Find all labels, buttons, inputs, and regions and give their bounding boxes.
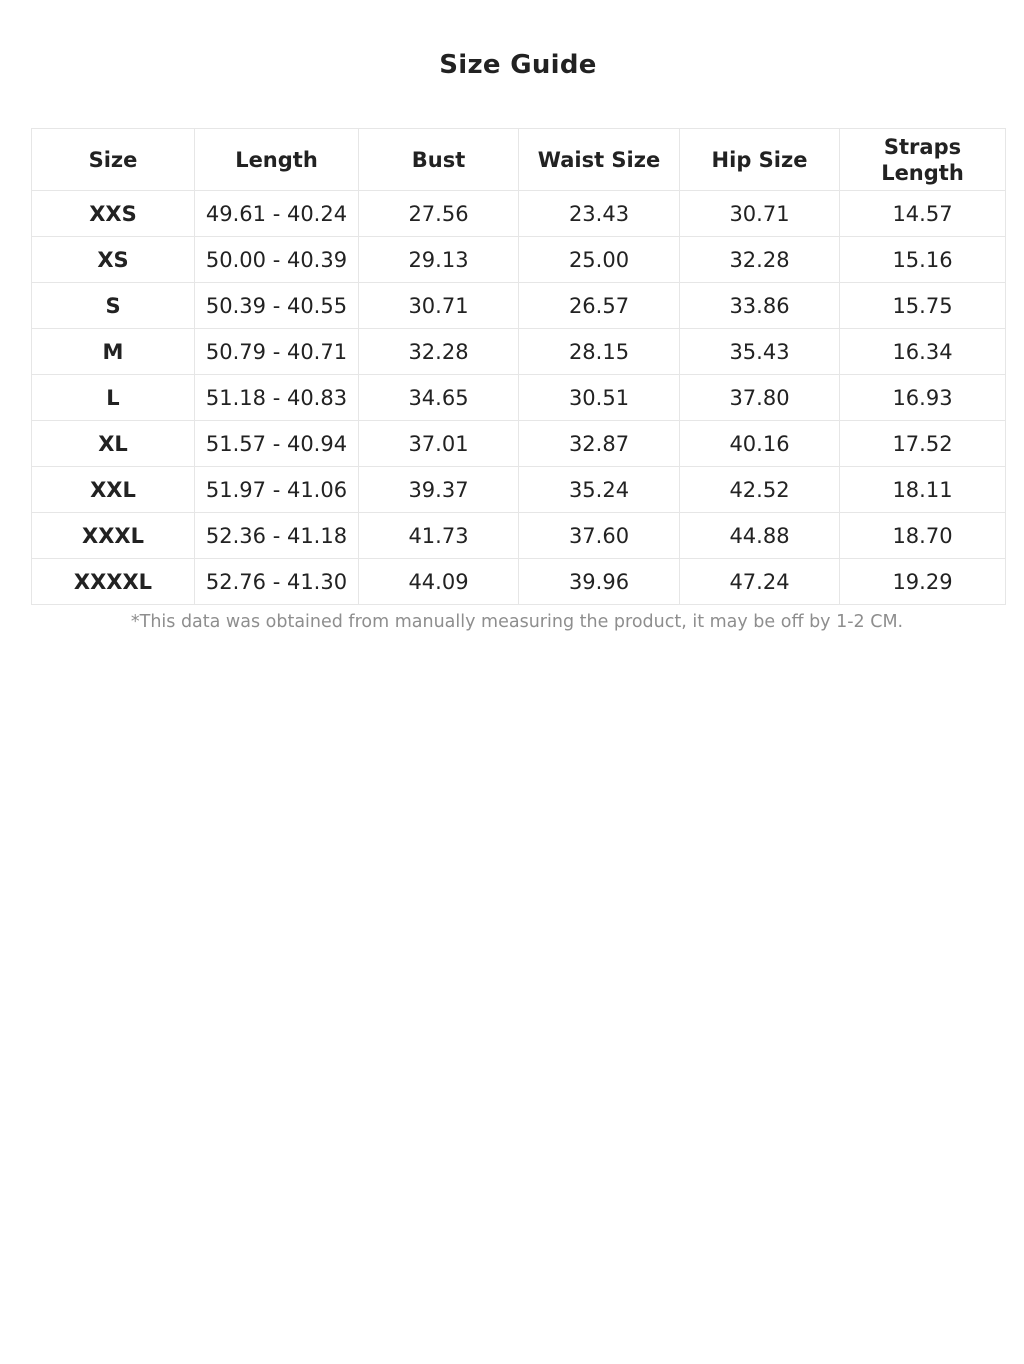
hip-cell: 35.43 xyxy=(680,329,840,375)
waist-cell: 23.43 xyxy=(519,191,680,237)
straps-cell: 17.52 xyxy=(840,421,1006,467)
column-header-hip-size: Hip Size xyxy=(680,129,840,191)
length-cell: 51.57 - 40.94 xyxy=(195,421,359,467)
size-cell: S xyxy=(32,283,195,329)
size-table xyxy=(31,128,1006,605)
table-row xyxy=(32,421,1006,467)
table-header-row xyxy=(32,129,1006,191)
table-row xyxy=(32,283,1006,329)
waist-cell: 32.87 xyxy=(519,421,680,467)
bust-cell: 41.73 xyxy=(359,513,519,559)
straps-cell: 18.11 xyxy=(840,467,1006,513)
table-row xyxy=(32,513,1006,559)
column-header-length: Length xyxy=(195,129,359,191)
straps-cell: 15.75 xyxy=(840,283,1006,329)
hip-cell: 32.28 xyxy=(680,237,840,283)
size-cell: XXS xyxy=(32,191,195,237)
bust-cell: 29.13 xyxy=(359,237,519,283)
column-header-bust: Bust xyxy=(359,129,519,191)
table-row xyxy=(32,329,1006,375)
hip-cell: 44.88 xyxy=(680,513,840,559)
column-header-waist-size: Waist Size xyxy=(519,129,680,191)
straps-cell: 15.16 xyxy=(840,237,1006,283)
bust-cell: 34.65 xyxy=(359,375,519,421)
hip-cell: 30.71 xyxy=(680,191,840,237)
straps-cell: 18.70 xyxy=(840,513,1006,559)
table-row xyxy=(32,237,1006,283)
bust-cell: 44.09 xyxy=(359,559,519,605)
hip-cell: 33.86 xyxy=(680,283,840,329)
hip-cell: 37.80 xyxy=(680,375,840,421)
measurement-footnote: *This data was obtained from manually measuring the product, it may be off by 1-2 CM. xyxy=(130,612,904,632)
length-cell: 52.36 - 41.18 xyxy=(195,513,359,559)
size-cell: M xyxy=(32,329,195,375)
bust-cell: 27.56 xyxy=(359,191,519,237)
length-cell: 51.97 - 41.06 xyxy=(195,467,359,513)
waist-cell: 30.51 xyxy=(519,375,680,421)
size-cell: XXXXL xyxy=(32,559,195,605)
length-cell: 50.79 - 40.71 xyxy=(195,329,359,375)
size-cell: L xyxy=(32,375,195,421)
straps-cell: 16.34 xyxy=(840,329,1006,375)
waist-cell: 35.24 xyxy=(519,467,680,513)
page-title: Size Guide xyxy=(439,50,597,80)
length-cell: 50.39 - 40.55 xyxy=(195,283,359,329)
waist-cell: 25.00 xyxy=(519,237,680,283)
waist-cell: 39.96 xyxy=(519,559,680,605)
length-cell: 51.18 - 40.83 xyxy=(195,375,359,421)
size-cell: XXXL xyxy=(32,513,195,559)
size-cell: XXL xyxy=(32,467,195,513)
column-header-straps-length: Straps Length xyxy=(840,129,1006,191)
length-cell: 50.00 - 40.39 xyxy=(195,237,359,283)
bust-cell: 32.28 xyxy=(359,329,519,375)
column-header-size: Size xyxy=(32,129,195,191)
table-row xyxy=(32,375,1006,421)
bust-cell: 30.71 xyxy=(359,283,519,329)
size-cell: XS xyxy=(32,237,195,283)
hip-cell: 40.16 xyxy=(680,421,840,467)
straps-cell: 14.57 xyxy=(840,191,1006,237)
length-cell: 52.76 - 41.30 xyxy=(195,559,359,605)
hip-cell: 42.52 xyxy=(680,467,840,513)
bust-cell: 39.37 xyxy=(359,467,519,513)
waist-cell: 26.57 xyxy=(519,283,680,329)
table-row xyxy=(32,559,1006,605)
straps-cell: 16.93 xyxy=(840,375,1006,421)
table-row xyxy=(32,467,1006,513)
straps-cell: 19.29 xyxy=(840,559,1006,605)
waist-cell: 37.60 xyxy=(519,513,680,559)
bust-cell: 37.01 xyxy=(359,421,519,467)
waist-cell: 28.15 xyxy=(519,329,680,375)
table-row xyxy=(32,191,1006,237)
length-cell: 49.61 - 40.24 xyxy=(195,191,359,237)
size-cell: XL xyxy=(32,421,195,467)
hip-cell: 47.24 xyxy=(680,559,840,605)
